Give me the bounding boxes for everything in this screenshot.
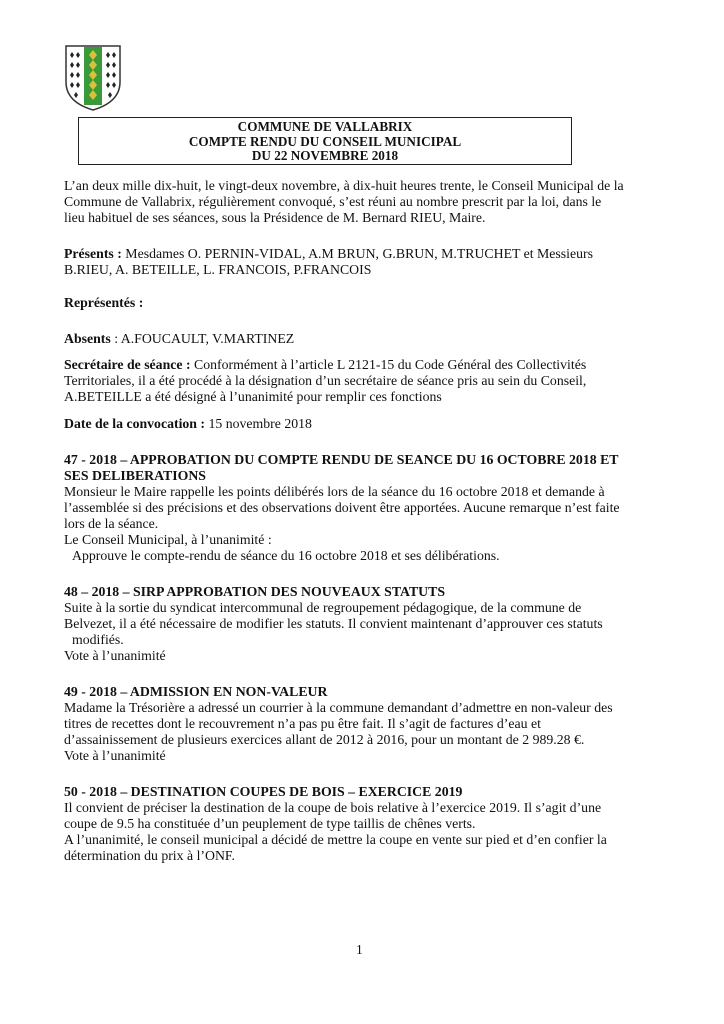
section-line: coupe de 9.5 ha constituée d’un peuplement de type taillis de chênes verts. — [64, 816, 476, 831]
intro-line: L’an deux mille dix-huit, le vingt-deux novembre, à dix-huit heures trente, le Conseil Municipal de la — [64, 178, 624, 193]
convocation-paragraph — [64, 416, 664, 432]
presents-text: Mesdames O. PERNIN-VIDAL, A.M BRUN, G.BRUN, M.TRUCHET et Messieurs — [121, 246, 593, 261]
section-line: Vote à l’unanimité — [64, 748, 166, 763]
section-heading: 47 - 2018 – APPROBATION DU COMPTE RENDU DE SEANCE DU 16 OCTOBRE 2018 ET — [64, 452, 619, 467]
presents-label: Présents : — [64, 246, 122, 261]
secretaire-text: Territoriales, il a été procédé à la désignation d’un secrétaire de séance pris au sein du Conseil, — [64, 373, 587, 388]
section-line: Approuve le compte-rendu de séance du 16 octobre 2018 et ses délibérations. — [72, 548, 500, 563]
representes-paragraph — [64, 295, 664, 311]
presents-paragraph — [64, 246, 664, 278]
section-line: Le Conseil Municipal, à l’unanimité : — [64, 532, 272, 547]
section-heading: 49 - 2018 – ADMISSION EN NON-VALEUR — [64, 684, 328, 699]
section-47 — [64, 452, 664, 564]
presents-text: B.RIEU, A. BETEILLE, L. FRANCOIS, P.FRANCOIS — [64, 262, 372, 277]
section-48 — [64, 584, 664, 664]
section-line: d’assainissement de plusieurs exercices allant de 2012 à 2016, pour un montant de 2 989.28 €. — [64, 732, 585, 747]
page-number: 1 — [356, 942, 363, 957]
section-heading: 48 – 2018 – SIRP APPROBATION DES NOUVEAUX STATUTS — [64, 584, 446, 599]
section-line: A l’unanimité, le conseil municipal a décidé de mettre la coupe en vente sur pied et d’en confier la — [64, 832, 607, 847]
absents-text: : A.FOUCAULT, V.MARTINEZ — [110, 331, 295, 346]
absents-label: Absents — [64, 331, 111, 346]
section-line: l’assemblée si des précisions et des observations doivent être apportées. Aucune remarque n’est faite — [64, 500, 620, 515]
absents-paragraph — [64, 331, 664, 347]
intro-paragraph — [64, 178, 664, 226]
convocation-label: Date de la convocation : — [64, 416, 206, 431]
section-line: Il convient de préciser la destination de la coupe de bois relative à l’exercice 2019. Il s’agit d’une — [64, 800, 602, 815]
title-compte-rendu: COMPTE RENDU DU CONSEIL MUNICIPAL — [188, 133, 462, 149]
section-line: détermination du prix à l’ONF. — [64, 848, 235, 863]
section-line: Vote à l’unanimité — [64, 648, 166, 663]
section-line: Madame la Trésorière a adressé un courrier à la commune demandant d’admettre en non-valeur des — [64, 700, 613, 715]
convocation-date: 15 novembre 2018 — [205, 416, 312, 431]
intro-line: Commune de Vallabrix, régulièrement convoqué, s’est réuni au nombre prescrit par la loi, dans le — [64, 194, 602, 209]
section-line: lors de la séance. — [64, 516, 159, 531]
section-line: Monsieur le Maire rappelle les points délibérés lors de la séance du 16 octobre 2018 et demande à — [64, 484, 605, 499]
section-heading: 50 - 2018 – DESTINATION COUPES DE BOIS – EXERCICE 2019 — [64, 784, 463, 799]
section-49 — [64, 684, 664, 764]
section-line: Belvezet, il a été nécessaire de modifier les statuts. Il convient maintenant d’approuver ces statuts — [64, 616, 603, 631]
section-line: titres de recettes dont le recouvrement n’a pas pu être fait. Il s’agit de factures d’eau et — [64, 716, 541, 731]
secretaire-paragraph — [64, 357, 664, 405]
representes-label: Représentés : — [64, 295, 144, 310]
intro-line: lieu habituel de ses séances, sous la Présidence de M. Bernard RIEU, Maire. — [64, 210, 486, 225]
secretaire-text: A.BETEILLE a été désigné à l’unanimité pour remplir ces fonctions — [64, 389, 442, 404]
secretaire-text: Conformément à l’article L 2121-15 du Code Général des Collectivités — [190, 357, 587, 372]
section-50 — [64, 784, 664, 864]
document-title-box — [78, 117, 572, 165]
secretaire-label: Secrétaire de séance : — [64, 357, 191, 372]
section-heading: SES DELIBERATIONS — [64, 468, 206, 483]
section-line: modifiés. — [72, 632, 124, 647]
title-date: DU 22 NOVEMBRE 2018 — [251, 148, 399, 164]
section-line: Suite à la sortie du syndicat intercommunal de regroupement pédagogique, de la commune de — [64, 600, 582, 615]
title-commune: COMMUNE DE VALLABRIX — [237, 119, 413, 134]
coat-of-arms-logo — [64, 44, 122, 112]
